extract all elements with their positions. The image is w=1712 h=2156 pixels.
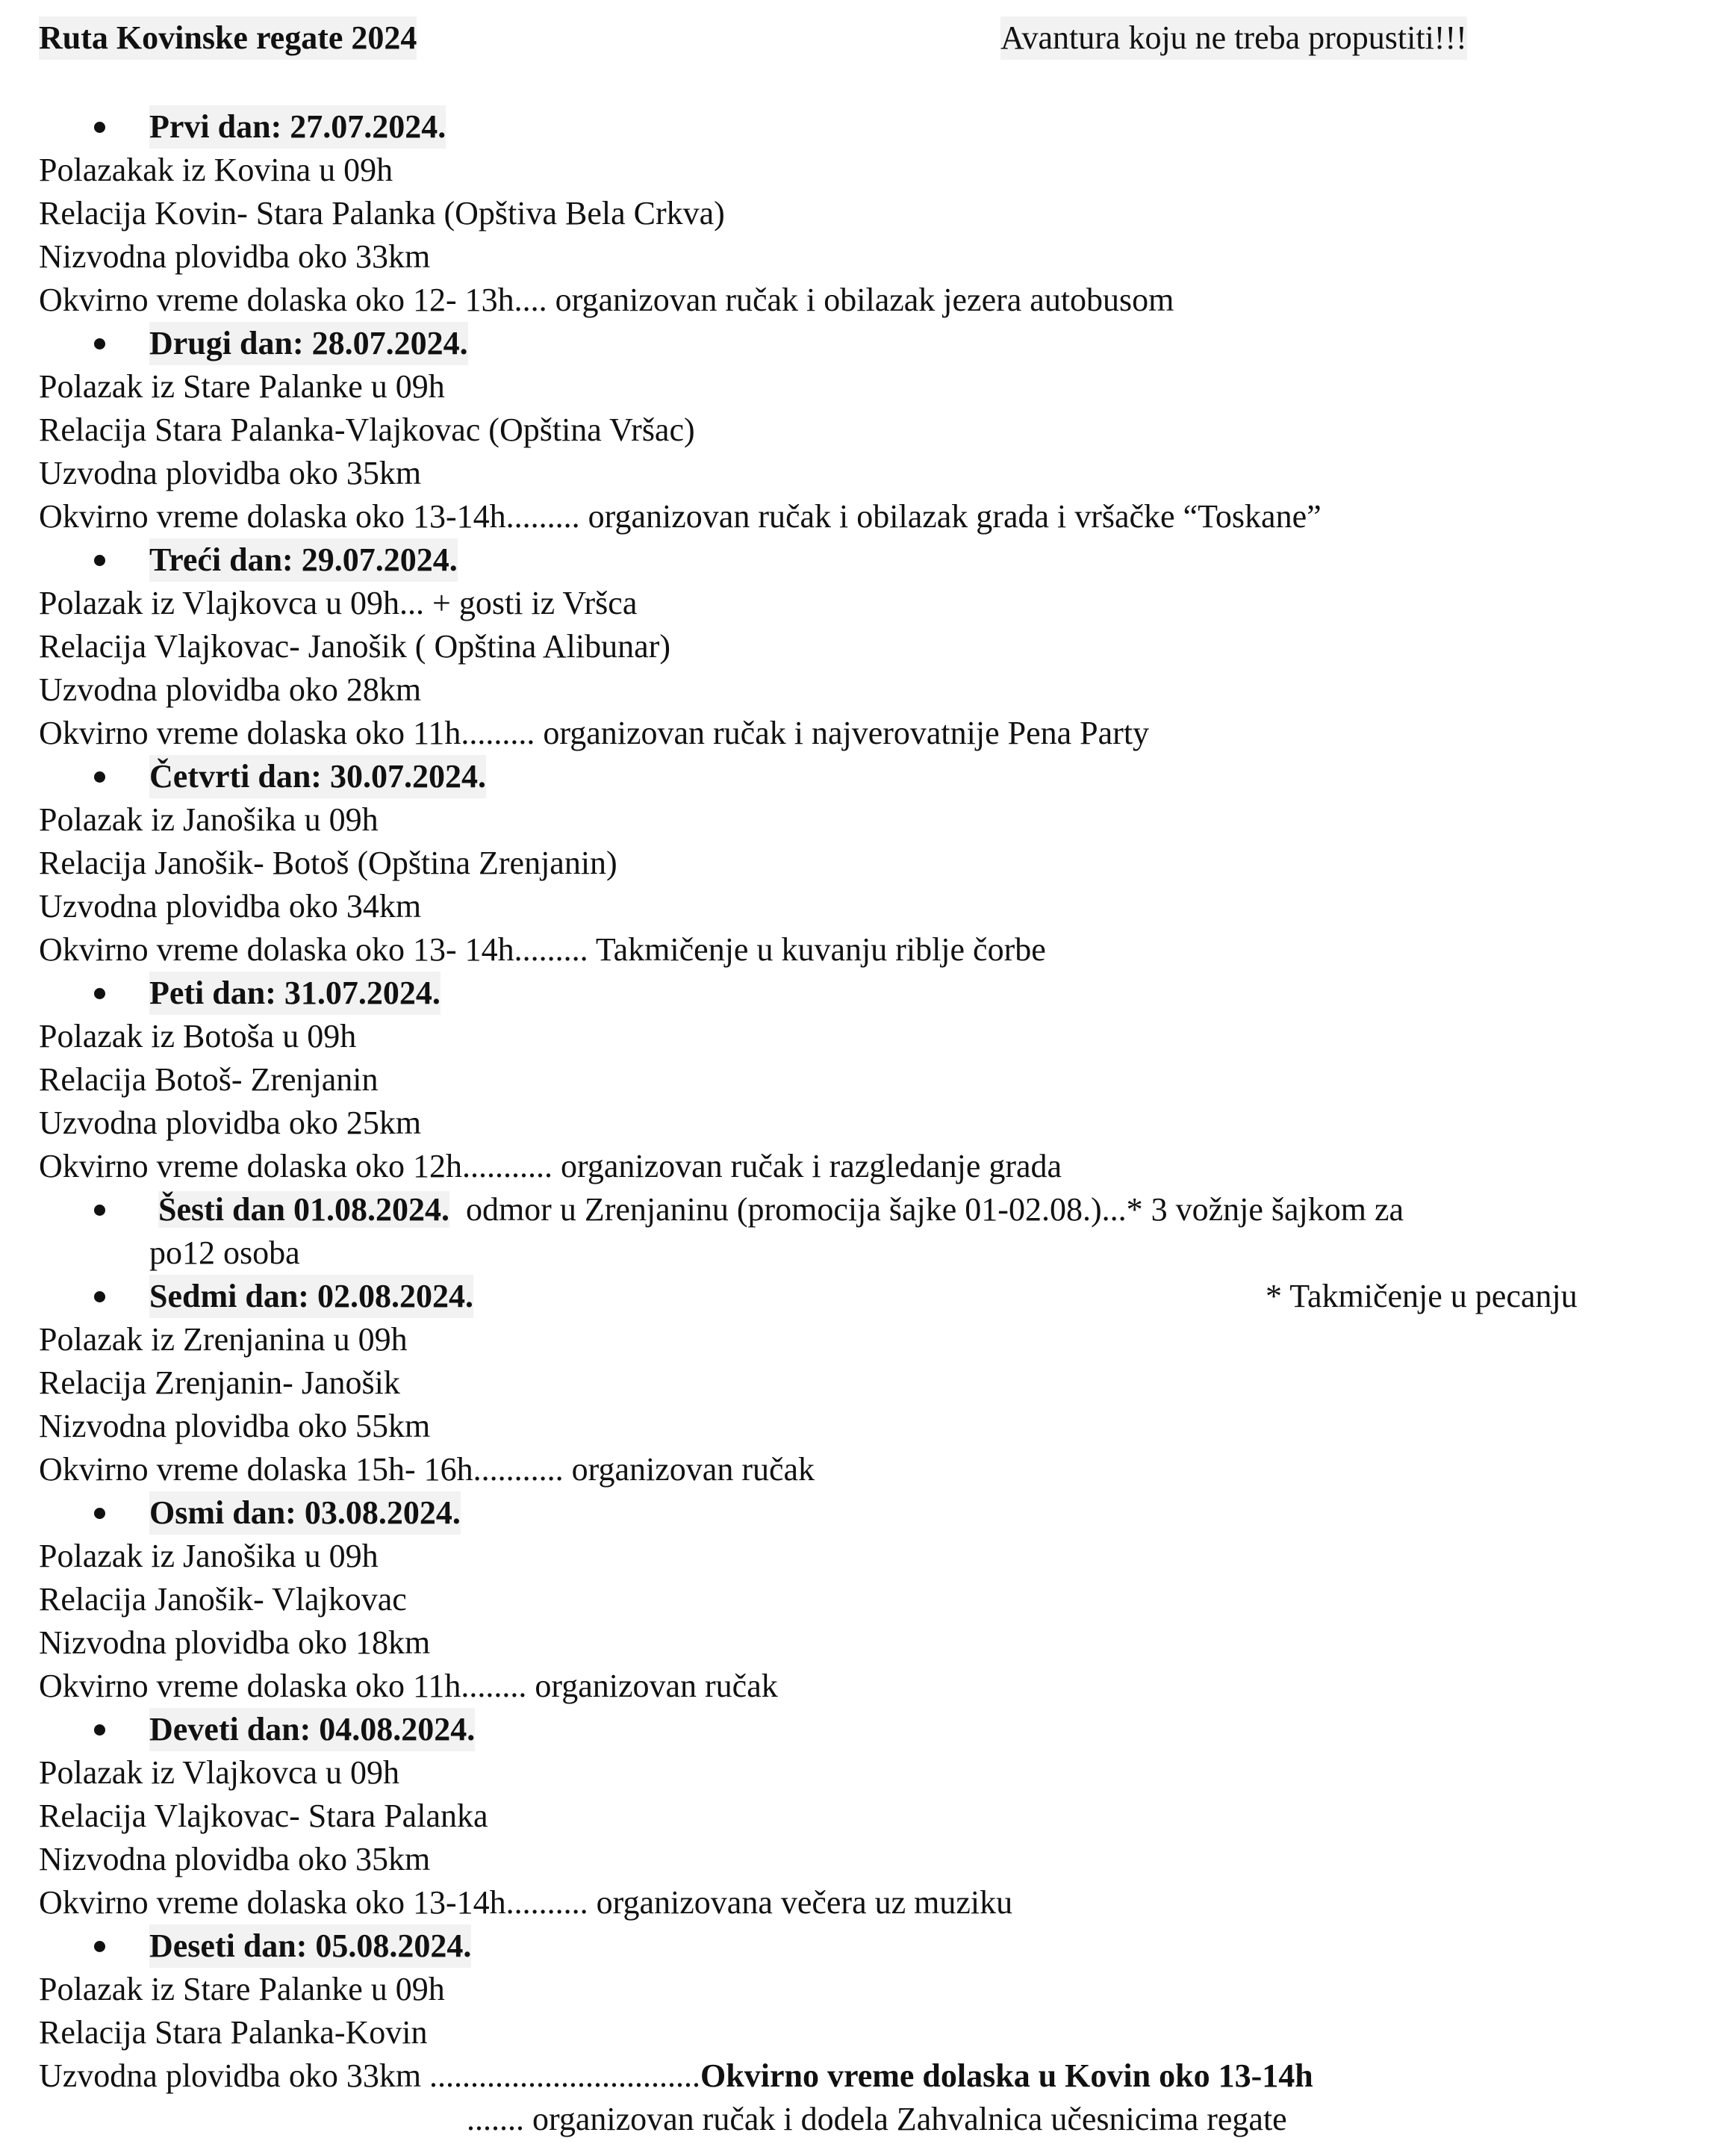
day-line: Relacija Janošik- Vlajkovac (39, 1581, 407, 1618)
document-slogan: Avantura koju ne treba propustiti!!! (1000, 16, 1467, 60)
final-arrival-line (39, 2054, 1313, 2098)
day-line: Nizvodna plovidba oko 35km (39, 1841, 431, 1877)
day-line: Relacija Vlajkovac- Stara Palanka (39, 1798, 488, 1834)
day-line: Relacija Janošik- Botoš (Opština Zrenjanin) (39, 845, 617, 881)
day-line: Nizvodna plovidba oko 55km (39, 1408, 431, 1444)
day-line: Uzvodna plovidba oko 34km (39, 888, 422, 925)
day-line: Nizvodna plovidba oko 33km (39, 238, 431, 275)
day-line: Okvirno vreme dolaska oko 11h......... organizovan ručak i najverovatnije Pena Party (39, 715, 1150, 751)
day-line: Polazakak iz Kovina u 09h (39, 152, 393, 188)
day-heading: Deseti dan: 05.08.2024. (149, 1924, 471, 1968)
day-heading: Sedmi dan: 02.08.2024. (149, 1275, 473, 1318)
arrival-time-bold: Okvirno vreme dolaska u Kovin oko 13-14h (700, 2057, 1313, 2094)
day-heading: Šesti dan 01.08.2024. (158, 1191, 449, 1228)
fishing-note: * Takmičenje u pecanju (1266, 1278, 1578, 1314)
bullet-icon (94, 988, 105, 999)
day-line: Relacija Stara Palanka-Vlajkovac (Opština Vršac) (39, 411, 695, 448)
day-heading: Deveti dan: 04.08.2024. (149, 1708, 475, 1751)
sixth-day-entry (158, 1188, 1404, 1231)
day-heading: Osmi dan: 03.08.2024. (149, 1491, 461, 1535)
day-line: Relacija Botoš- Zrenjanin (39, 1061, 379, 1098)
bullet-icon (94, 1941, 105, 1952)
closing-line: ....... organizovan ručak i dodela Zahvalnica učesnicima regate (467, 2101, 1287, 2137)
day-line: Okvirno vreme dolaska oko 11h........ organizovan ručak (39, 1668, 778, 1704)
day-line: Uzvodna plovidba oko 25km (39, 1105, 422, 1141)
document-title: Ruta Kovinske regate 2024 (39, 16, 417, 60)
bullet-icon (94, 1508, 105, 1519)
day-line: Okvirno vreme dolaska oko 12h........... organizovan ručak i razgledanje grada (39, 1148, 1062, 1184)
day-line: Polazak iz Stare Palanke u 09h (39, 368, 445, 405)
day-heading: Četvrti dan: 30.07.2024. (149, 755, 486, 798)
bullet-icon (94, 1724, 105, 1736)
day-line: Polazak iz Vlajkovca u 09h (39, 1754, 400, 1791)
day-line: Polazak iz Janošika u 09h (39, 1538, 379, 1574)
day-line: Polazak iz Zrenjanina u 09h (39, 1321, 408, 1358)
day-line: Relacija Zrenjanin- Janošik (39, 1364, 400, 1401)
day-line: Uzvodna plovidba oko 35km (39, 455, 422, 491)
bullet-icon (94, 122, 105, 133)
day-line: Polazak iz Vlajkovca u 09h... + gosti iz Vršca (39, 585, 638, 621)
bullet-icon (94, 771, 105, 783)
bullet-icon (94, 338, 105, 350)
day-line: Okvirno vreme dolaska oko 13-14h......... organizovan ručak i obilazak grada i vršačke “Toskane” (39, 498, 1322, 535)
day-line: Polazak iz Stare Palanke u 09h (39, 1971, 445, 2007)
bullet-icon (94, 555, 105, 566)
day-line: Relacija Stara Palanka-Kovin (39, 2014, 428, 2051)
day-heading: Treći dan: 29.07.2024. (149, 538, 458, 582)
bullet-icon (94, 1291, 105, 1302)
day-line: Nizvodna plovidba oko 18km (39, 1624, 431, 1661)
day-line: Relacija Kovin- Stara Palanka (Opštiva Bela Crkva) (39, 195, 725, 232)
day-line: Uzvodna plovidba oko 33km ................................. (39, 2057, 701, 2094)
day-heading: Drugi dan: 28.07.2024. (149, 322, 468, 365)
sixth-day-text: odmor u Zrenjaninu (promocija šajke 01-02.08.)...* 3 vožnje šajkom za (465, 1191, 1404, 1228)
bullet-icon (94, 1205, 105, 1216)
day-line: Okvirno vreme dolaska oko 13- 14h......... Takmičenje u kuvanju riblje čorbe (39, 931, 1046, 968)
day-line: Polazak iz Janošika u 09h (39, 801, 379, 838)
day-line: Okvirno vreme dolaska oko 12- 13h.... organizovan ručak i obilazak jezera autobusom (39, 282, 1174, 318)
day-line: Polazak iz Botoša u 09h (39, 1018, 357, 1054)
day-heading: Prvi dan: 27.07.2024. (149, 105, 446, 149)
day-line: Okvirno vreme dolaska 15h- 16h........... organizovan ručak (39, 1451, 815, 1488)
sixth-day-continuation: po12 osoba (149, 1234, 300, 1271)
day-heading: Peti dan: 31.07.2024. (149, 972, 441, 1015)
day-line: Relacija Vlajkovac- Janošik ( Opština Alibunar) (39, 628, 670, 665)
day-line: Okvirno vreme dolaska oko 13-14h.......... organizovana večera uz muziku (39, 1884, 1013, 1921)
day-line: Uzvodna plovidba oko 28km (39, 671, 422, 708)
